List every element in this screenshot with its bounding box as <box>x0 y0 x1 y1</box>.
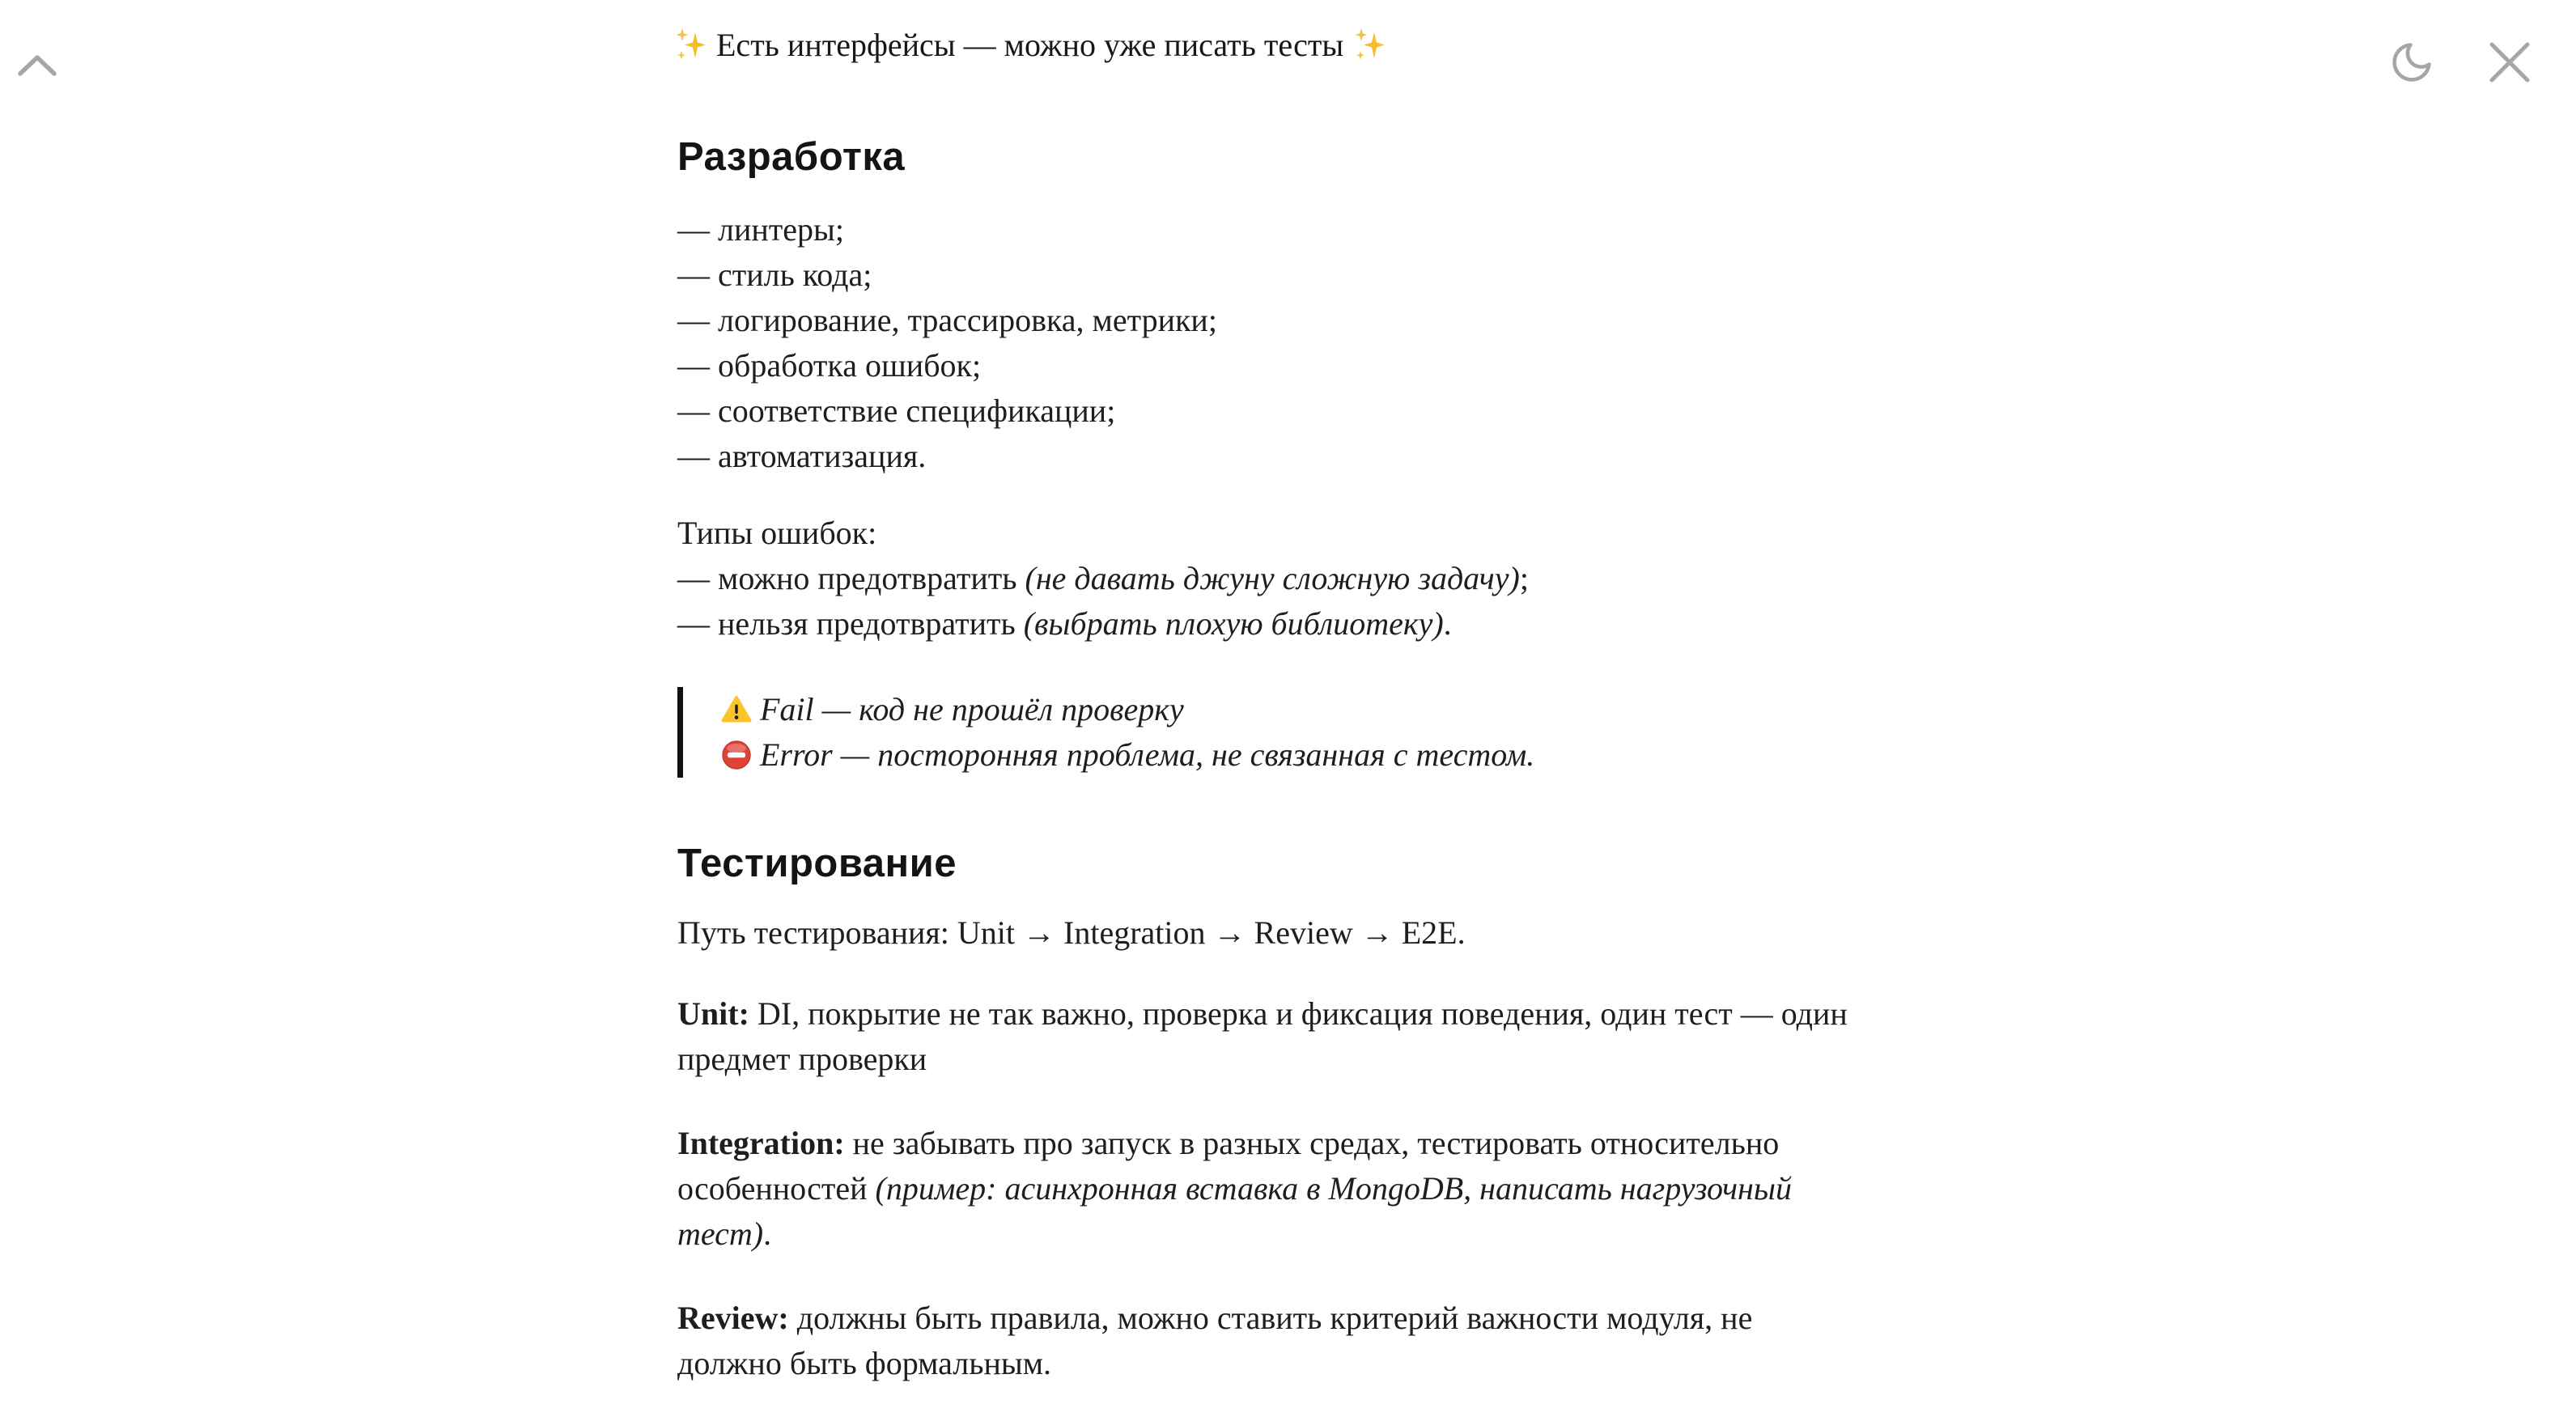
error-type-text: — можно предотвратить <box>677 560 1025 596</box>
list-item: — стиль кода; <box>677 257 872 293</box>
error-type-note: (выбрать плохую библиотеку) <box>1023 605 1444 642</box>
list-item: — соответствие спецификации; <box>677 392 1116 429</box>
unit-paragraph <box>677 991 1864 1082</box>
error-type-text: — нельзя предотвратить <box>677 605 1024 642</box>
review-paragraph <box>677 1296 1864 1386</box>
quote-line-fail <box>721 687 1864 732</box>
status-blockquote <box>677 687 1864 778</box>
error-type-tail: . <box>1443 605 1452 642</box>
integration-label: Integration: <box>677 1125 845 1161</box>
section-heading-development: Разработка <box>677 135 906 179</box>
quote-line-error <box>721 732 1864 778</box>
integration-tail: . <box>763 1215 772 1252</box>
integration-paragraph <box>677 1121 1864 1257</box>
error-types-title: Типы ошибок: <box>677 515 877 551</box>
close-button[interactable] <box>2486 42 2533 86</box>
quote-text: Fail — код не прошёл проверку <box>760 691 1184 727</box>
integration-note: (пример: асинхронная вставка в MongoDB, написать нагрузочный тест) <box>677 1170 1792 1252</box>
error-type-line <box>677 605 1452 642</box>
unit-text: DI, покрытие не так важно, проверка и фиксация поведения, один тест — один предмет проверки <box>677 995 1848 1077</box>
theme-toggle-button[interactable] <box>2387 39 2438 89</box>
article-body <box>677 0 1864 1386</box>
list-item: — линтеры; <box>677 211 844 248</box>
section-heading-testing: Тестирование <box>677 842 957 885</box>
error-type-note: (не давать джуну сложную задачу) <box>1025 560 1520 596</box>
unit-label: Unit: <box>677 995 749 1032</box>
close-icon <box>2488 41 2531 87</box>
integration-text: не забывать про запуск в разных средах, тестировать относительно особенностей <box>677 1125 1780 1207</box>
moon-icon <box>2389 39 2436 90</box>
page-title-text: Есть интерфейсы — можно уже писать тесты <box>716 27 1344 63</box>
list-item: — логирование, трассировка, метрики; <box>677 302 1217 338</box>
warning-sign-icon <box>721 692 752 723</box>
development-checklist <box>677 207 1864 479</box>
error-types-paragraph <box>677 511 1864 647</box>
testing-path-paragraph: Путь тестирования: Unit → Integration → Review → E2E. <box>677 914 1466 951</box>
review-label: Review: <box>677 1300 789 1336</box>
quote-text: Error — посторонняя проблема, не связанная с тестом. <box>760 736 1535 773</box>
review-text: должны быть правила, можно ставить критерий важности модуля, не должно быть формальным. <box>677 1300 1753 1381</box>
list-item: — обработка ошибок; <box>677 347 982 384</box>
error-type-line <box>677 560 1529 596</box>
chevron-up-icon <box>16 52 58 82</box>
list-item: — автоматизация. <box>677 438 927 474</box>
error-type-tail: ; <box>1519 560 1529 596</box>
collapse-button[interactable] <box>15 50 60 83</box>
no-entry-icon <box>721 737 752 768</box>
